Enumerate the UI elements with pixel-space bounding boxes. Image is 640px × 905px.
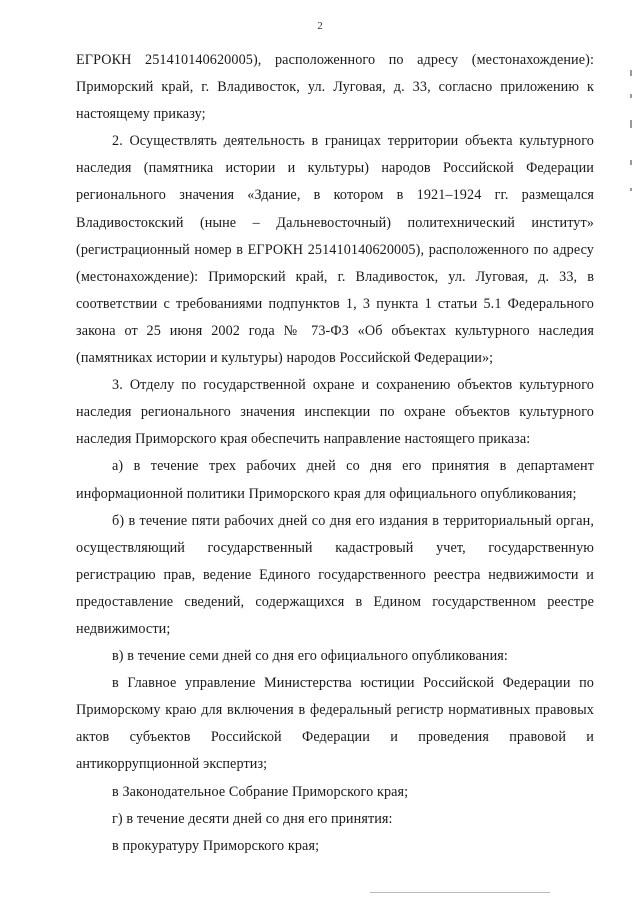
scan-bottom-line (370, 892, 550, 893)
subparagraph-g: г) в течение десяти дней со дня его принятия: (112, 810, 393, 827)
page-number: 2 (317, 20, 323, 32)
recipient-prosecutor: в прокуратуру Приморского края; (112, 837, 320, 854)
subparagraph-v: в) в течение семи дней со дня его официального опубликования: (112, 648, 508, 665)
subparagraph-a: а) в течение трех рабочих дней со дня его принятия в департамент информационной политики Приморского края для официального опубликования; (76, 458, 594, 502)
paragraph-item-2: 2. Осуществлять деятельность в границах территории объекта культурного наследия (памятника истории и культуры) народов Российской Федерации регионального значения «Здание, в котором в 1921–1924 гг. размещался Владивостокский (ныне – Дальневосточный) политехнический институт» (регистрационный номер в ЕГРОКН 251410140620005), расположенного по адресу (местонахождение): Приморский край, г. Владивосток, ул. Луговая, д. 33, в соответствии с требованиями подпунктов 1, 3 пункта 1 статьи 5.1 Федерального закона от 25 июня 2002 года № 73-ФЗ «Об объектах культурного наследия (памятниках истории и культуры) народов Российской Федерации»; (76, 133, 594, 367)
subparagraph-b: б) в течение пяти рабочих дней со дня его издания в территориальный орган, осуществляющий государственный кадастровый учет, государственную регистрацию прав, ведение Единого государственного реестра недвижимости и предоставление сведений, содержащихся в Едином государственном реестре недвижимости; (76, 512, 594, 637)
document-body (76, 47, 594, 860)
recipient-legislative-assembly: в Законодательное Собрание Приморского края; (112, 783, 409, 800)
paragraph-continuation: ЕГРОКН 251410140620005), расположенного по адресу (местонахождение): Приморский край, г. Владивосток, ул. Луговая, д. 33, согласно приложению к настоящему приказу; (76, 52, 594, 123)
scan-edge-marks (630, 60, 636, 200)
paragraph-item-3: 3. Отделу по государственной охране и сохранению объектов культурного наследия регионального значения инспекции по охране объектов культурного наследия Приморского края обеспечить направление настоящего приказа: (76, 377, 594, 448)
recipient-justice-ministry: в Главное управление Министерства юстиции Российской Федерации по Приморскому краю для включения в федеральный регистр нормативных правовых актов субъектов Российской Федерации и проведения правовой и антикоррупционной экспертиз; (76, 675, 594, 773)
